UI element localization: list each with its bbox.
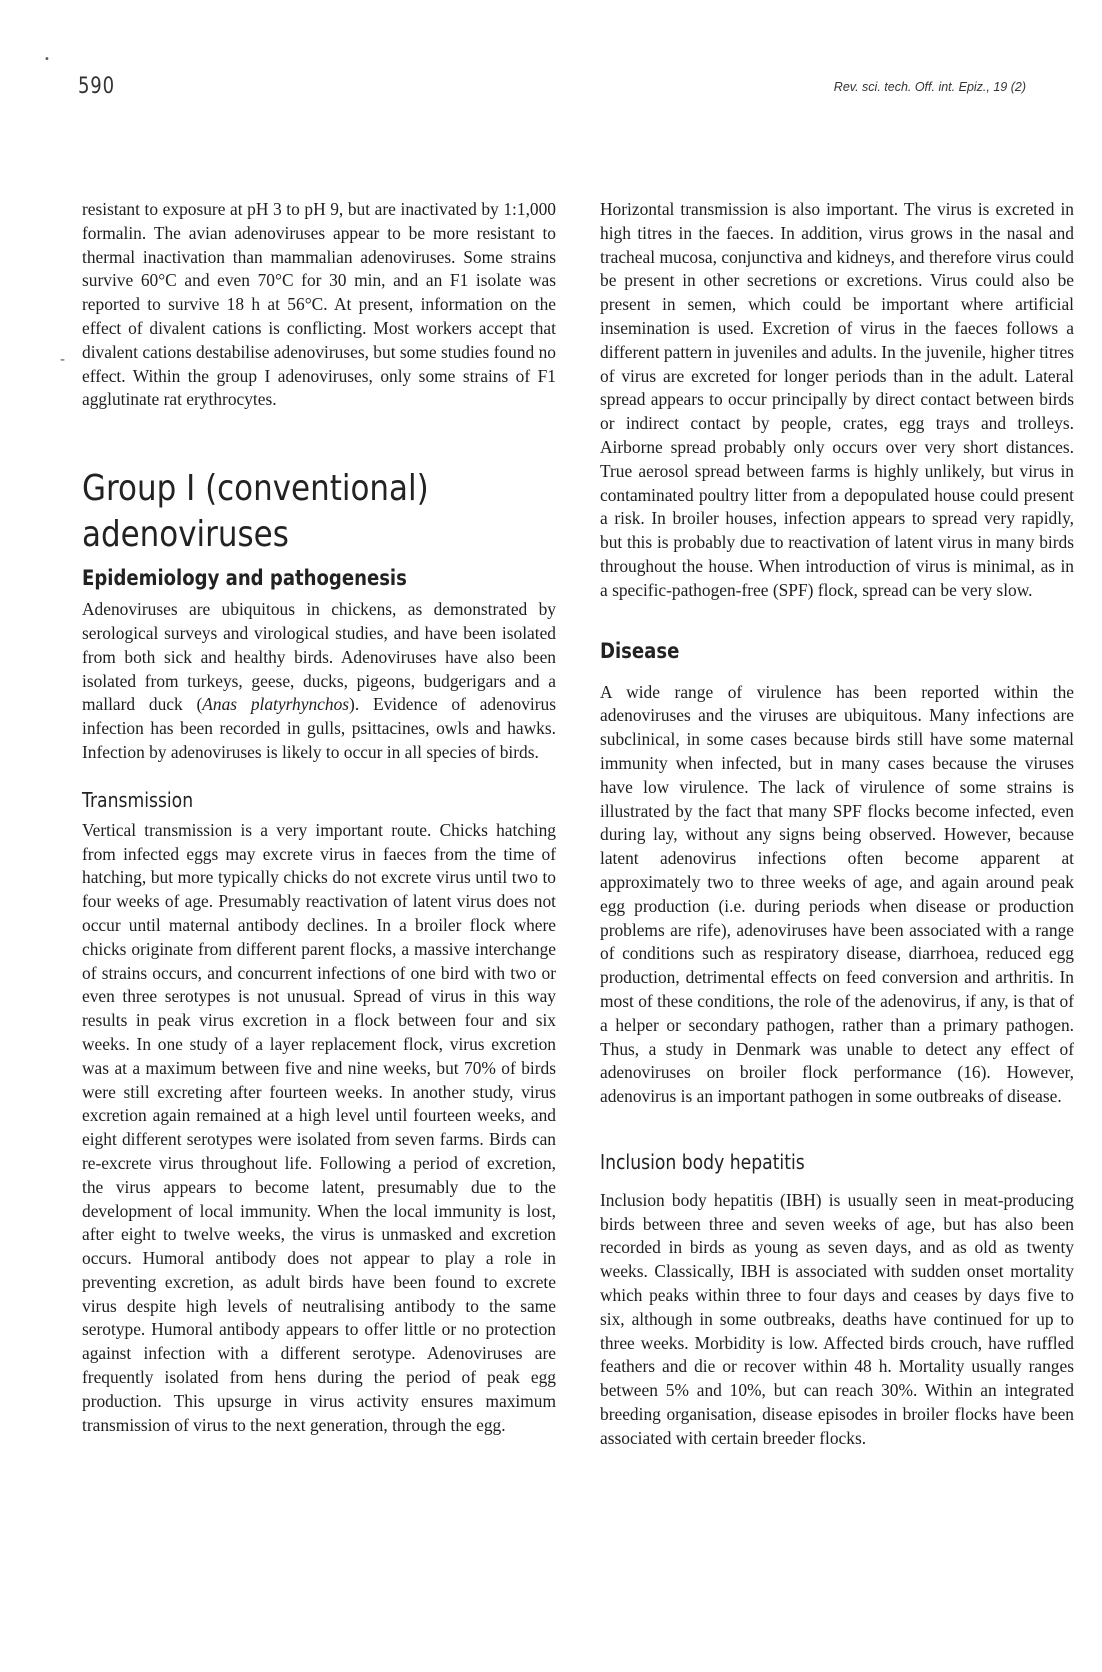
epidemiology-text-1: Adenoviruses are ubiquitous in chickens, as demonstrated by serological surveys and virological studies, and have been isolated from both sick and healthy birds. Adenoviruses have also been isolated from turkeys, geese, ducks, pigeons, budgerigars and a mallard duck ( <box>82 599 556 715</box>
left-column <box>82 198 556 1437</box>
epidemiology-paragraph <box>82 598 556 765</box>
section-title-line-1: Group I (conventional) <box>82 468 429 510</box>
section-title <box>82 466 555 558</box>
scan-margin-mark: - <box>60 352 66 368</box>
page-number: 590 <box>78 74 115 99</box>
section-title-line-2: adenoviruses <box>82 514 289 556</box>
ibh-heading: Inclusion body hepatitis <box>600 1149 805 1174</box>
disease-heading: Disease <box>600 638 680 663</box>
species-name: Anas platyrhynchos <box>202 694 350 715</box>
disease-paragraph: A wide range of virulence has been reported within the adenoviruses and the viruses are ubiquitous. Many infections are subclinical, in some cases because birds still have some maternal immunity when infected, but in many cases because the viruses have low virulence. The lack of virulence of some strains is illustrated by the fact that many SPF flocks become infected, even during lay, without any signs being observed. However, because latent adenovirus infections often become apparent at approximately two to three weeks of age, and again around peak egg production (i.e. during periods when disease or production problems are rife), adenoviruses have been associated with a range of conditions such as respiratory disease, diarrhoea, reduced egg production, detrimental effects on feed conversion and arthritis. In most of these conditions, the role of the adenovirus, if any, is that of a helper or secondary pathogen, rather than a primary pathogen. Thus, a study in Denmark was unable to detect any effect of adenoviruses on broiler flock performance (16). However, adenovirus is an important pathogen in some outbreaks of disease. <box>600 681 1074 1107</box>
epidemiology-text-2: ). Evidence of adenovirus infection has been recorded in gulls, psittacines, owls and hawks. Infection by adenoviruses is likely to occur in all species of birds. <box>82 694 557 762</box>
epidemiology-heading: Epidemiology and pathogenesis <box>82 566 407 591</box>
right-column <box>600 198 1074 1451</box>
journal-reference: Rev. sci. tech. Off. int. Epiz., 19 (2) <box>833 80 1026 94</box>
scan-speck: • <box>44 54 50 65</box>
running-head <box>78 66 1026 106</box>
intro-paragraph: resistant to exposure at pH 3 to pH 9, but are inactivated by 1:1,000 formalin. The avian adenoviruses appear to be more resistant to thermal inactivation than mammalian adenoviruses. Some strains survive 60°C and even 70°C for 30 min, and an F1 isolate was reported to survive 18 h at 56°C. At present, information on the effect of divalent cations is conflicting. Most workers accept that divalent cations destabilise adenoviruses, but some studies found no effect. Within the group I adenoviruses, only some strains of F1 agglutinate rat erythrocytes. <box>82 199 556 410</box>
transmission-paragraph: Vertical transmission is a very important route. Chicks hatching from infected eggs may excrete virus in faeces from the time of hatching, but more typically chicks do not excrete virus until two to four weeks of age. Presumably reactivation of latent virus does not occur until maternal antibody declines. In a broiler flock where chicks originate from different parent flocks, a massive interchange of strains occurs, and concurrent infections of one bird with two or even three serotypes is not unusual. Spread of virus in this way results in peak virus excretion in a flock between four and six weeks. In one study of a layer replacement flock, virus excretion was at a maximum between five and nine weeks, but 70% of birds were still excreting after fourteen weeks. In another study, virus excretion again remained at a high level until fourteen weeks, and eight different serotypes were isolated from seven farms. Birds can re-excrete virus throughout life. Following a period of excretion, the virus appears to become latent, presumably due to the development of local immunity. When the local immunity is lost, after eight to twelve weeks, the virus is unmasked and excretion occurs. Humoral antibody does not appear to play a role in preventing excretion, as adult birds have been found to excrete virus despite high levels of neutralising antibody to the same serotype. Humoral antibody appears to offer little or no protection against infection with a different serotype. Adenoviruses are frequently isolated from hens during the period of peak egg production. This upsurge in virus activity ensures maximum transmission of virus to the next generation, through the egg. <box>82 819 556 1435</box>
horizontal-transmission-paragraph: Horizontal transmission is also important. The virus is excreted in high titres in the faeces. In addition, virus grows in the nasal and tracheal mucosa, conjunctiva and kidneys, and therefore virus could be present in other secretions or excretions. Virus could also be present in semen, which could be important where artificial insemination is used. Excretion of virus in the faeces follows a different pattern in juveniles and adults. In the juvenile, higher titres of virus are excreted for longer periods than in the adult. Lateral spread appears to occur principally by direct contact between birds or indirect contact by people, crates, egg trays and trolleys. Airborne spread probably only occurs over very short distances. True aerosol spread between farms is highly unlikely, but virus in contaminated poultry litter from a depopulated house could present a risk. In broiler houses, infection appears to spread very rapidly, but this is probably due to reactivation of latent virus in many birds throughout the house. When introduction of virus is minimal, as in a specific-pathogen-free (SPF) flock, spread can be very slow. <box>600 199 1074 600</box>
ibh-paragraph: Inclusion body hepatitis (IBH) is usually seen in meat-producing birds between three and seven weeks of age, but has also been recorded in birds as young as seven days, and as old as twenty weeks. Classically, IBH is associated with sudden onset mortality which peaks within three to four days and ceases by days five to six, although in some outbreaks, deaths have continued for up to three weeks. Morbidity is low. Affected birds crouch, have ruffled feathers and die or recover within 48 h. Mortality usually ranges between 5% and 10%, but can reach 30%. Within an integrated breeding organisation, disease episodes in broiler flocks have been associated with certain breeder flocks. <box>600 1189 1074 1448</box>
transmission-heading: Transmission <box>82 787 194 812</box>
